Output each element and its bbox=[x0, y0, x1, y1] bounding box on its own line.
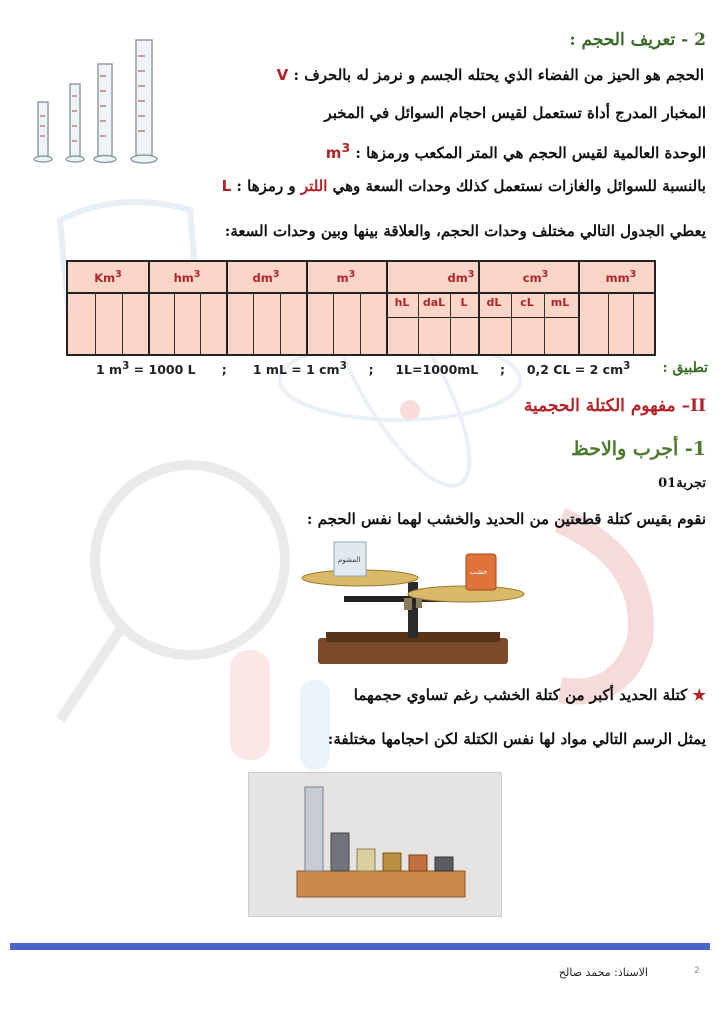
equal-mass-materials-photo bbox=[248, 772, 502, 917]
unit-m3: $m^3$ bbox=[336, 269, 356, 285]
litre-symbol: L bbox=[221, 177, 232, 195]
section-2-heading bbox=[524, 396, 706, 416]
table-subdivider bbox=[633, 292, 634, 354]
separator: ; bbox=[500, 362, 506, 378]
copper-cylinder bbox=[409, 855, 427, 871]
volume-definition bbox=[20, 66, 704, 84]
figure-intro: يمثل الرسم التالي مواد لها نفس الكتلة لكن احجامها مختلفة: bbox=[327, 730, 706, 748]
subsection-heading: 1- أجرب والاحظ bbox=[571, 438, 706, 460]
table-divider bbox=[148, 262, 150, 354]
table-subdivider bbox=[200, 292, 201, 354]
separator: ; bbox=[221, 362, 227, 378]
table-subdivider bbox=[608, 292, 609, 354]
bronze-cylinder bbox=[383, 853, 401, 871]
unit-dm3: $dm^3$ bbox=[447, 269, 475, 285]
equation-3: 1L=1000mL bbox=[395, 362, 479, 378]
table-subdivider bbox=[333, 292, 334, 354]
lead-cylinder bbox=[435, 857, 453, 871]
section-2-title: مفهوم الكتلة الحجمية bbox=[523, 396, 676, 416]
bullet-star-icon: ★ bbox=[692, 686, 706, 704]
table-divider bbox=[306, 262, 308, 354]
table-header-cell bbox=[68, 262, 148, 292]
footer-bar bbox=[10, 943, 710, 950]
unit-km3: Km$^3$ bbox=[94, 269, 122, 285]
equation-1: 1 $m^3 = 1000$ L bbox=[96, 360, 196, 378]
table-subdivider bbox=[174, 292, 175, 354]
capacity-text-before: بالنسبة للسوائل والغازات نستعمل كذلك وحدات السعة وهي bbox=[332, 177, 706, 195]
unit-mm3: $mm^3$ bbox=[605, 269, 637, 285]
unit-cm3: $cm^3$ bbox=[522, 269, 549, 285]
table-subdivider bbox=[280, 292, 281, 354]
application-equations bbox=[96, 360, 630, 377]
table-subdivider bbox=[253, 292, 254, 354]
steel-cylinder bbox=[331, 833, 349, 871]
balance-scale-illustration bbox=[298, 538, 526, 670]
unit-hl: hL bbox=[394, 296, 410, 309]
unit-dal: daL bbox=[422, 296, 446, 309]
volume-symbol: V bbox=[276, 66, 289, 84]
magnet-watermark bbox=[560, 520, 641, 691]
table-header-cell bbox=[148, 262, 226, 292]
unit-dl: dL bbox=[486, 296, 502, 309]
si-unit-symbol: $m^3$ bbox=[325, 140, 351, 162]
litre-word: اللتر bbox=[300, 177, 328, 195]
si-unit-text: الوحدة العالمية لقيس الحجم هي المتر المكعب ورمزها : bbox=[355, 144, 706, 162]
table-header-cell bbox=[226, 262, 306, 292]
capacity-text-after: و رمزها : bbox=[236, 177, 296, 195]
unit-dam3: $dm^3$ bbox=[252, 269, 280, 285]
footer-author: الاستاذ: محمد صالح bbox=[558, 966, 648, 979]
unit-hm3: $hm^3$ bbox=[173, 269, 201, 285]
unit-ml: mL bbox=[550, 296, 570, 309]
volume-units-table bbox=[66, 260, 656, 356]
table-subdivider bbox=[360, 292, 361, 354]
graduated-cylinder-sentence: المخبار المدرج أداة تستعمل لقيس احجام السوائل في المخبر bbox=[324, 104, 706, 122]
experiment-label: تجربة01 bbox=[658, 476, 706, 491]
wooden-stand bbox=[297, 871, 465, 897]
page-number: 2 bbox=[694, 966, 700, 976]
table-subdivider bbox=[122, 292, 123, 354]
aluminium-cylinder bbox=[305, 787, 323, 871]
table-subdivider bbox=[95, 292, 96, 354]
equation-4: 0,2 CL = 2 $cm^3$ bbox=[526, 360, 631, 378]
capacity-units-sentence bbox=[20, 177, 706, 195]
volume-definition-text: الحجم هو الحيز من الفضاء الذي يحتله الجسم و نرمز له بالحرف : bbox=[293, 66, 704, 84]
wood-label: خشب bbox=[470, 568, 488, 576]
materials-illustration bbox=[249, 773, 501, 916]
si-unit-sentence bbox=[20, 140, 706, 162]
unit-l: L bbox=[460, 296, 468, 309]
separator: ; bbox=[368, 362, 374, 378]
table-header-cell bbox=[478, 262, 593, 292]
table-intro: يعطي الجدول التالي مختلف وحدات الحجم، والعلاقة بينها وبين وحدات السعة: bbox=[224, 222, 706, 240]
table-header-cell bbox=[588, 262, 654, 292]
table-header-cell bbox=[306, 262, 386, 292]
iron-label: المشوم bbox=[338, 556, 361, 564]
volume-heading: 2 - تعريف الحجم : bbox=[569, 30, 706, 50]
table-divider bbox=[226, 262, 228, 354]
section-2-number: II– bbox=[681, 396, 706, 416]
unit-cl: cL bbox=[520, 296, 534, 309]
observation-text bbox=[20, 686, 706, 704]
observation-sentence: كتلة الحديد أكبر من كتلة الخشب رغم تساوي حجمهما bbox=[353, 686, 688, 704]
brass-cylinder bbox=[357, 849, 375, 871]
equation-2: 1 mL = 1 $cm^3$ bbox=[252, 360, 347, 378]
application-label: تطبيق : bbox=[662, 360, 708, 376]
experiment-description: نقوم بقيس كتلة قطعتين من الحديد والخشب لهما نفس الحجم : bbox=[306, 510, 706, 528]
table-divider bbox=[578, 262, 580, 354]
